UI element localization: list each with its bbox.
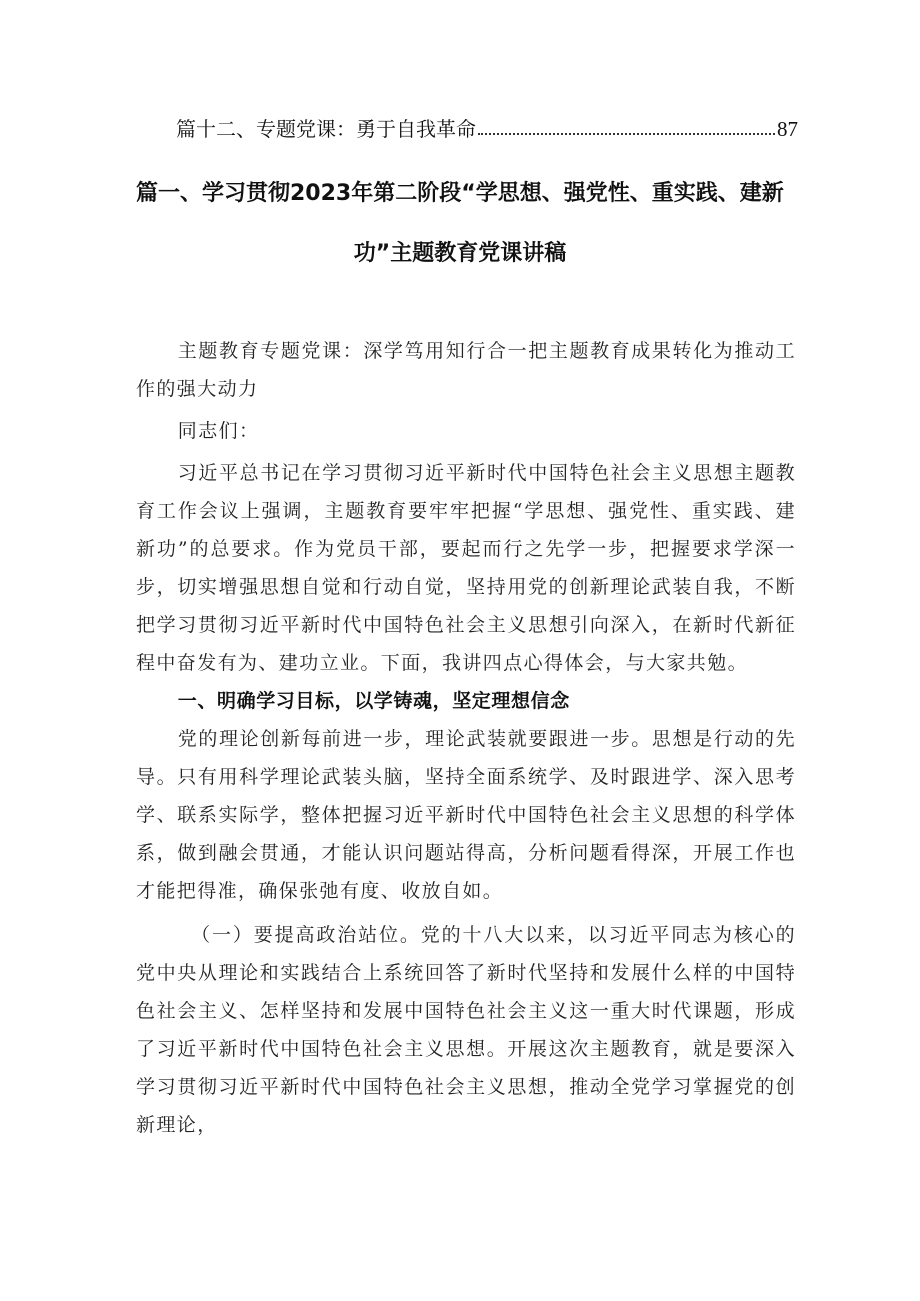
toc-entry-title: 篇十二、专题党课：勇于自我革命 (176, 117, 476, 141)
document-title-line-2: 功”主题教育党课讲稿 (353, 241, 567, 266)
subsection-1-paragraph: （一）要提高政治站位。党的十八大以来，以习近平同志为核心的党中央从理论和实践结合上系统回答了新时代坚持和发展什么样的中国特色社会主义、怎样坚持和发展中国特色社会主义这一重大时代课题，形成了习近平新时代中国特色社会主义思想。开展这次主题教育，就是要深入学习贯彻习近平新时代中国特色社会主义思想，推动全党学习掌握党的创新理论， (136, 924, 796, 1136)
section-heading-1: 一、明确学习目标，以学铸魂，坚定理想信念 (177, 690, 570, 712)
document-title-line-1: 篇一、学习贯彻2023年第二阶段“学思想、强党性、重实践、建新 (136, 181, 784, 206)
salutation: 同志们： (177, 420, 260, 442)
document-body (136, 332, 796, 1144)
toc-entry-page-number: 87 (777, 117, 798, 141)
toc-entry[interactable] (176, 112, 798, 142)
section-1-paragraph: 党的理论创新每前进一步，理论武装就要跟进一步。思想是行动的先导。只有用科学理论武装头脑，坚持全面系统学、及时跟进学、深入思考学、联系实际学，整体把握习近平新时代中国特色社会主义思想的科学体系，做到融会贯通，才能认识问题站得高，分析问题看得深，开展工作也才能把得准，确保张弛有度、收放自如。 (136, 728, 796, 902)
toc-dot-leader (478, 133, 775, 135)
intro-paragraph: 习近平总书记在学习贯彻习近平新时代中国特色社会主义思想主题教育工作会议上强调，主题教育要牢牢把握“学思想、强党性、重实践、建新功”的总要求。作为党员干部，要起而行之先学一步，把握要求学深一步，切实增强思想自觉和行动自觉，坚持用党的创新理论武装自我，不断把学习贯彻习近平新时代中国特色社会主义思想引向深入，在新时代新征程中奋发有为、建功立业。下面，我讲四点心得体会，与大家共勉。 (136, 462, 796, 674)
document-subtitle: 主题教育专题党课：深学笃用知行合一把主题教育成果转化为推动工作的强大动力 (136, 340, 796, 400)
